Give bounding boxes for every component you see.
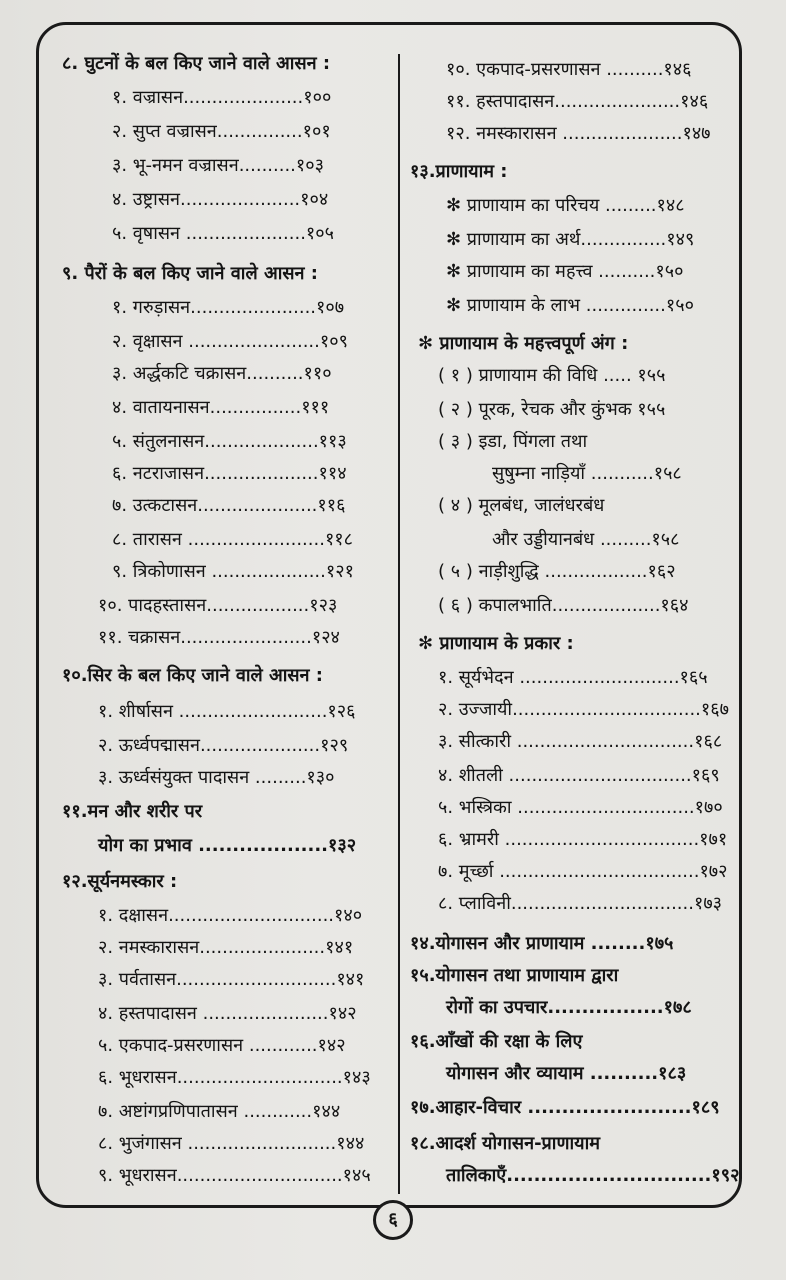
toc-entry: ५. संतुलनासन....................११३ [112,431,347,452]
toc-section-heading: रोगों का उपचार.................१७८ [446,997,692,1018]
toc-entry: ( २ ) पूरक, रेचक और कुंभक १५५ [438,399,666,420]
toc-section-heading: १०.सिर के बल किए जाने वाले आसन : [62,665,323,686]
toc-section-heading: योगासन और व्यायाम ..........१८३ [446,1063,687,1084]
toc-section-heading: योग का प्रभाव ...................१३२ [98,835,357,856]
toc-entry: ( ४ ) मूलबंध, जालंधरबंध [438,495,605,516]
toc-section-heading: ११.मन और शरीर पर [62,801,203,822]
toc-entry: ५. भस्त्रिका ...............................१७० [438,797,723,818]
toc-entry: ✻ प्राणायाम का अर्थ...............१४९ [446,229,695,250]
toc-entry: ✻ प्राणायाम के लाभ ..............१५० [446,295,694,316]
toc-entry: ३. सीत्कारी ...............................१६८ [438,731,723,752]
toc-entry: ९. त्रिकोणासन ....................१२१ [112,561,354,582]
toc-entry: ( ६ ) कपालभाति...................१६४ [438,595,689,616]
toc-section-heading: ✻ प्राणायाम के प्रकार : [418,633,574,654]
toc-entry: ९. भूधरासन.............................१४५ [98,1165,371,1186]
toc-entry: ४. हस्तपादासन ......................१४२ [98,1003,357,1024]
toc-entry: ४. वातायनासन................१११ [112,397,330,418]
toc-entry: १०. पादहस्तासन..................१२३ [98,595,338,616]
toc-section-heading: तालिकाएँ..............................१९२ [446,1165,740,1186]
toc-section-heading: ८. घुटनों के बल किए जाने वाले आसन : [62,53,331,74]
toc-section-heading: १८.आदर्श योगासन-प्राणायाम [410,1133,600,1154]
toc-section-heading: ९. पैरों के बल किए जाने वाले आसन : [62,263,318,284]
toc-entry: १०. एकपाद-प्रसरणासन ..........१४६ [446,59,692,80]
toc-entry: ३. ऊर्ध्वसंयुक्त पादासन .........१३० [98,767,335,788]
toc-entry: १. गरुड़ासन......................१०७ [112,297,345,318]
toc-section-heading: १३.प्राणायाम : [410,161,508,182]
toc-entry: २. सुप्त वज्रासन...............१०१ [112,121,331,142]
toc-entry: और उड्डीयानबंध .........१५८ [492,529,680,550]
toc-entry: ( ३ ) इडा, पिंगला तथा [438,431,588,452]
toc-entry: ६. नटराजासन....................११४ [112,463,347,484]
toc-entry: ८. तारासन ........................११८ [112,529,354,550]
toc-entry: ५. एकपाद-प्रसरणासन ............१४२ [98,1035,346,1056]
toc-entry: ३. पर्वतासन............................१४१ [98,969,365,990]
toc-entry: ४. उष्ट्रासन.....................१०४ [112,189,329,210]
toc-entry: ६. भ्रामरी ..................................१७१ [438,829,728,850]
toc-entry: ८. भुजंगासन ..........................१४४ [98,1133,365,1154]
toc-entry: ( ५ ) नाड़ीशुद्धि ..................१६२ [438,561,676,582]
toc-entry: १. सूर्यभेदन ............................१६५ [438,667,708,688]
toc-section-heading: १२.सूर्यनमस्कार : [62,871,178,892]
toc-section-heading: १५.योगासन तथा प्राणायाम द्वारा [410,965,619,986]
toc-entry: ३. भू-नमन वज्रासन..........१०३ [112,155,324,176]
toc-entry: ५. वृषासन .....................१०५ [112,223,334,244]
toc-entry: २. नमस्कारासन......................१४१ [98,937,354,958]
toc-entry: १. वज्रासन.....................१०० [112,87,332,108]
toc-entry: ७. मूर्च्छा ...................................१७२ [438,861,728,882]
toc-entry: २. वृक्षासन .......................१०९ [112,331,348,352]
toc-entry: ११. हस्तपादासन......................१४६ [446,91,709,112]
toc-entry: १. शीर्षासन ..........................१२६ [98,701,356,722]
toc-entry: २. ऊर्ध्वपद्मासन.....................१२९ [98,735,349,756]
toc-entry: १२. नमस्कारासन .....................१४७ [446,123,711,144]
page-number: ६ [373,1200,413,1240]
toc-entry: ३. अर्द्धकटि चक्रासन..........११० [112,363,332,384]
toc-entry: ७. अष्टांगप्रणिपातासन ............१४४ [98,1101,341,1122]
toc-entry: ✻ प्राणायाम का महत्त्व ..........१५० [446,261,684,282]
column-divider [398,54,400,1194]
toc-entry: २. उज्जायी.................................१६७ [438,699,729,720]
toc-section-heading: १७.आहार-विचार ........................१८९ [410,1097,720,1118]
toc-entry: ४. शीतली ................................१६९ [438,765,720,786]
toc-entry: ७. उत्कटासन.....................११६ [112,495,346,516]
toc-entry: सुषुम्ना नाड़ियाँ ...........१५८ [492,463,682,484]
toc-section-heading: ✻ प्राणायाम के महत्त्वपूर्ण अंग : [418,333,629,354]
toc-entry: ११. चक्रासन.......................१२४ [98,627,340,648]
toc-entry: १. दक्षासन.............................१४० [98,905,363,926]
toc-section-heading: १६.आँखों की रक्षा के लिए [410,1031,583,1052]
toc-section-heading: १४.योगासन और प्राणायाम ........१७५ [410,933,674,954]
toc-entry: ✻ प्राणायाम का परिचय .........१४८ [446,195,685,216]
toc-entry: ८. प्लाविनी................................१७३ [438,893,723,914]
toc-entry: ६. भूधरासन.............................१४३ [98,1067,371,1088]
toc-entry: ( १ ) प्राणायाम की विधि ..... १५५ [438,365,666,386]
